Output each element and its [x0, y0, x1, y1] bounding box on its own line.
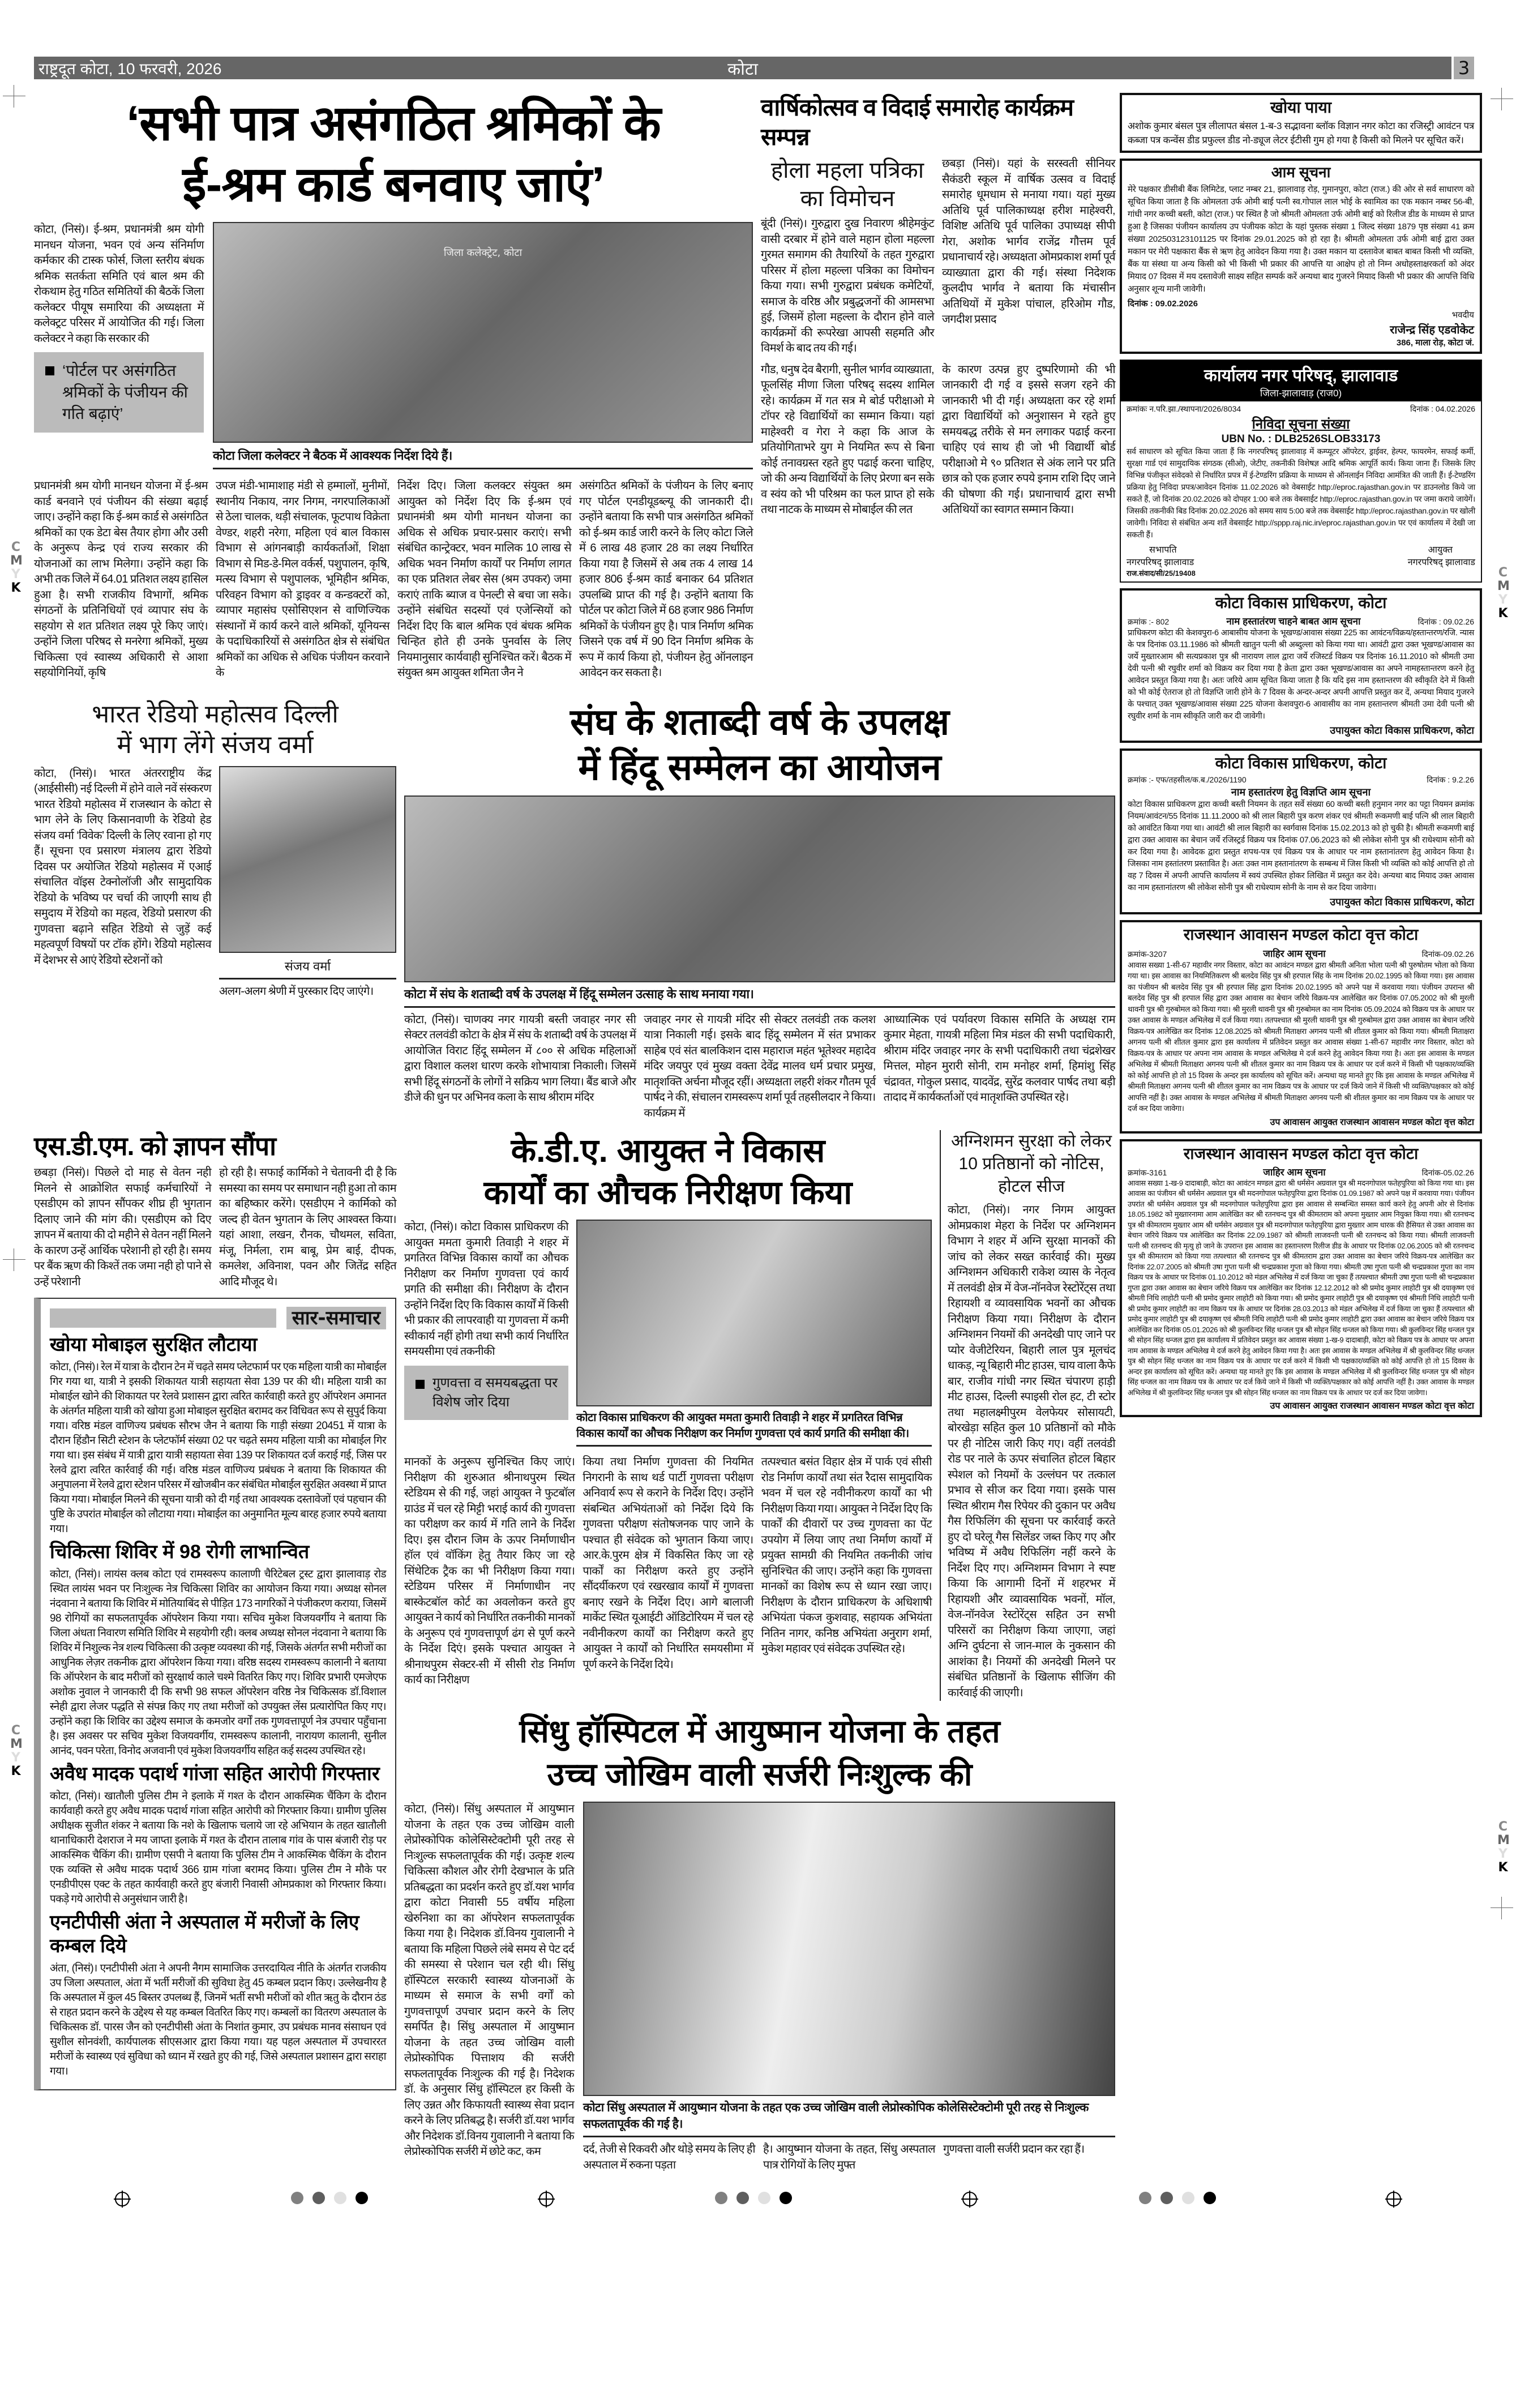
sangh-photo — [404, 795, 1115, 982]
cmyk-mark-left-bottom — [10, 1724, 22, 1778]
sindhu-col-2: है। आयुष्मान योजना के तहत, सिंधु अस्पताल पात्र रोगियों के लिए मुफ्त — [763, 2143, 935, 2171]
color-dot-group — [1139, 2192, 1225, 2206]
masthead-section: कोटा — [727, 60, 758, 79]
fire-body: कोटा, (निसं)। नगर निगम आयुक्त ओमप्रकाश मेहरा के निर्देश पर अग्निशमन विभाग ने शहर में अग्नि सुरक्षा मानकों की जांच को लेकर सख्त कार्रवाई की। मुख्य अग्निशमन अधिकारी राकेश व्यास के नेतृत्व में तलवंडी क्षेत्र में वेज-नॉनवेज रेस्टोरेंट्स तथा रिहायशी व व्यावसायिक भवनों का औचक निरीक्षण किया गया। निरीक्षण के दौरान अग्निशमन नियमों की अनदेखी पाए जाने पर प्योर वेजीटेरियन, बिहारी लाल पुत्र मूलचंद धाकड़, न्यू बिहारी मीट हाउस, चाय वाला कैफे बार, राजीव गांधी नगर स्थित चंपारण हाड़ी मीट हाउस, दिल्ली स्पाइसी रोल हट, टी स्टोर तथा महालक्ष्मीपुरम वेलफेयर सोसायटी, बोरखेड़ा सहित कुल 10 प्रतिष्ठानों को मौके पर ही नोटिस जारी किए गए। वहीं तलवंडी रोड पर नाले के ऊपर संचालित होटल बिहार स्पेशल को नियमों के उल्लंघन पर तत्काल प्रभाव से सीज कर दिया गया। इसके पास स्थित श्रीराम गैस रिपेयर की दुकान पर अवैध गैस रिफिलिंग की सूचना पर कार्रवाई करते हुए दो घरेलू गैस सिलेंडर जब्त किए गए और भविष्य में अवैध रिफिलिंग नहीं करने के निर्देश दिए गए। अग्निशमन विभाग ने स्पष्ट किया कि आगामी दिनों में शहरभर में रिहायशी और व्यावसायिक भवनों, मॉल, वेज-नॉनवेज रेस्टोरेंट्स सहित उन सभी परिसरों का निरीक्षण किया जाएगा, जहां अग्नि दुर्घटना से जान-माल के नुकसान की आशंका है। नियमों की अनदेखी मिलने पर संबंधित प्रतिष्ठानों के खिलाफ सीजिंग की कार्रवाई की जाएगी। — [948, 1204, 1115, 1699]
nagar-parishad-sig-right-title: आयुक्त — [1428, 545, 1453, 555]
kda-headline-line2: कार्यों का औचक निरीक्षण किया — [483, 1174, 853, 1211]
rhb-notice-1 — [1120, 920, 1482, 1133]
lead-story — [34, 93, 753, 681]
fire-headline: अग्निशमन सुरक्षा को लेकर 10 प्रतिष्ठानों को नोटिस, होटल सीज — [950, 1132, 1112, 1196]
nagar-parishad-body: सर्व साधारण को सूचित किया जाता हैं कि नगरपरिषद् झालावाड़ में कम्प्यूटर ऑपरेटर, ड्राईवर, हेल्पर, फायरमेन, सफाई कर्मी, सुरक्षा गार्ड एवं सामुदायिक संगठक (सीओ), जेटीए, तकनीकी विशेषज्ञ आदि श्रमिक आपूर्ति कार्य। किया जाना हैं। जिसके लिए विभिन्न पंजीकृत संवेदको से निर्धारित प्रपत्र में ई-टेण्डरिंग प्रक्रिया के माध्यम से ऑनलाईन निविदा आमंत्रित की जाती हैं। ई-टेण्डरिंग प्रक्रिया हेतु निविदा प्रपत्र/आवेदन दिनांक 11.02.2026 को वेबसाईट http://eproc.rajasthan.gov.in पर डाउनलोड किये जा सकते हैं, जो दिनांक 20.02.2026 को दोपहर 1:00 बजे तक वेबसाईट http://eproc.rajasthan.gov.in पर जमा कराये जायेगें। जिसकी तकनीकी बिड दिनांक 20.02.2026 को समय साय 5:00 बजे तक वेबसाईट http://eproc.rajasthan.gov.in पर खोली जावेगी। निविदा से संबंधित अन्य शर्ते वेबसाईट http://sppp.raj.nic.in/eproc.rajasthan.gov.in पर एवं कार्यालय में देखी जा सकती हैं। — [1127, 447, 1475, 540]
cmyk-y: Y — [1498, 1847, 1508, 1861]
kda-headline — [404, 1130, 932, 1214]
radio-headline-line2: में भाग लेंगे संजय वर्मा — [117, 730, 314, 759]
bullet-square-icon — [416, 1380, 425, 1389]
top-right-stories — [761, 93, 1115, 691]
sindhu-story — [404, 1710, 1115, 2173]
kda-notice-2-title: कोटा विकास प्राधिकरण, कोटा — [1215, 754, 1387, 772]
aam-suchna-closing: भवदीय — [1451, 310, 1474, 320]
varshik-col-3: के कारण उत्पन्न हुए दुष्परिणामो की भी जानकारी दी गई व इससे सजग रहने की जानकारी भी दी गई। अध्यक्षता कर रहे शर्मा द्वारा विद्यार्थियों को अनुशासन मे रहते हुए समयबद्ध तरीके से मन लगाकर पढाई करना चाहिए एवं साथ ही जो भी विद्यार्थी बोर्ड परीक्षाओ मे ९० प्रतिशत से अंक लाने पर प्रति छात्र को एक हजार रुपये इनाम राशि दिए जाने की घोषणा की गई। प्रधानाचार्य द्वारा सभी अतिथियों का स्वागत सम्मान किया। — [942, 363, 1115, 516]
lead-col-4: असंगठित श्रमिकों के पंजीयन के लिए बनाए गए पोर्टल एनडीयूडब्ल्यू की जानकारी दी। उन्होंने बताया कि सभी पात्र असंगठित श्रमिकों को ई-श्रम कार्ड जारी करने के लिए कोटा जिले में 6 लाख 48 हजार 28 का लक्ष्य निर्धारित किया गया है जिसमें से अब तक 4 लाख 14 हजार 806 ई-श्रम कार्ड बनाकर 64 प्रतिशत उपलब्धि प्राप्त की गई है। उन्होंने बताया कि पोर्टल पर कोटा जिले में 68 हजार 986 निर्माण श्रमिकों के पंजीयन हुए है। पात्र निर्माण श्रमिक जिसने एक वर्ष में 90 दिन निर्माण श्रमिक के रूप में कार्य किया हो, पंजीयन हेतु ऑनलाइन आवेदन कर सकता है। — [579, 480, 753, 679]
rhb-notice-2-date: दिनांक-05.02.26 — [1421, 1167, 1474, 1177]
rhb-notice-2-signatory: उप आवासन आयुक्त राजस्थान आवासन मण्डल कोटा वृत्त कोटा — [1270, 1401, 1474, 1412]
sindhu-headline — [404, 1710, 1115, 1796]
color-dot-group — [715, 2192, 801, 2206]
sindhu-caption-rule — [583, 2136, 1115, 2137]
kda-notice-2-ref: क्रमांक :- एफ/तहसील/क.ब./2026/1190 — [1128, 775, 1247, 785]
lead-headline-line1: ‘सभी पात्र असंगठित श्रमिकों के — [126, 96, 661, 151]
nagar-parishad-ubn: UBN No. : DLB2526SLOB33173 — [1221, 433, 1381, 446]
cmyk-k: K — [11, 581, 21, 595]
middle-left — [34, 699, 396, 1122]
rhb-notice-2-ref: क्रमांक-3161 — [1128, 1167, 1167, 1177]
color-registration-dot — [1139, 2192, 1151, 2204]
rhb-notice-1-date: दिनांक-09.02.26 — [1421, 949, 1474, 959]
kda-notice-1-date: दिनांक : 09.02.26 — [1417, 617, 1474, 627]
color-registration-dot — [715, 2192, 727, 2204]
saar-item-1-body: कोटा, (निसं)। रेल में यात्रा के दौरान टेन में चढ़ते समय प्लेटफार्म पर एक महिला यात्री का मोबाईल गिर गया था, यात्री ने इसकी शिकायत यात्री सहायता सेवा 139 पर की थी। महिला यात्री का मोबाईल खोने की शिकायत पर रेलवे प्रशासन द्वारा त्वरित कार्रवाही करते हुए ऑपरेशन अमानत के अंतर्गत महिला यात्री को खोया हुआ मोबाइल सुरक्षित बरामद कर विधिवत रूप से सुपुर्द किया गया। वरिष्ठ मंडल वाणिज्य प्रबंधक सौरभ जैन ने बताया कि गाड़ी संख्या 20451 में यात्रा के दौरान हिंडौन सिटी स्टेशन के प्लेटफॉर्म संख्या 02 पर चढ़ते समय महिला यात्री का मोबाईल गिर गया था। इस संबंध में यात्री द्वारा यात्री सहायता सेवा 139 पर शिकायत दर्ज कराई गई, जिस पर रेलवे द्वारा त्वरित कार्रवाई की गई। वरिष्ठ मंडल वाणिज्य प्रबंधक ने बताया कि शिकायत की अनुपालना में रेलवे द्वारा स्टेशन परिसर में खोजबीन कर संबंधित मोबाईल सुरक्षित अवस्था में प्राप्त किया गया। मोबाईल मिलने की सूचना यात्री को दी गई तथा आवश्यक दस्तावेजों एवं पहचान की पुष्टि के उपरांत मोबाईल को लौटाया गया। मोबाईल का अनुमानित मूल्य बारह हजार रुपये बताया गया। — [50, 1361, 386, 1535]
kda-notice-2-body: कोटा विकास प्राधिकरण द्वारा कच्ची बस्ती नियमन के तहत सर्वे संख्या 60 कच्ची बस्ती हनुमान नगर का पट्टा नियमन क्रमांक नियम/आवंटन/55 दिनांक 11.11.2000 को श्री लाल बिहारी पुत्र करण शंकर एवं श्रीमती रूकमणी बाई पत्नि श्री लाल बिहारी को आवंटित किया गया था। आवंटी श्री लाल बिहारी का स्वर्गवास दिनांक 15.02.2013 को हो चुकी है। श्रीमती रूकमणी बाई द्वारा उक्त आवास का बेचान जर्ये रजिस्ट्रर्ड विक्रय पत्र दिनांक 07.06.2023 को श्री लोकेश सोनी पुत्र श्री राधेश्याम सोनी को कर दिया गया है। आवेदक द्वारा प्रस्तुत शपथ-पत्र एवं विक्रय पत्र के आधार पर नाम हस्तानांतरण हेतु आवेदन किया है। जिसका नाम हस्तांतरण प्रस्तावित है। अतः उक्त नाम हस्तानांतरण के सम्बन्ध में जिस किसी भी व्यक्ति को कोई आपत्ति हो तो वह 7 दिवस में अपनी आपत्ति कार्यालय में स्वयं उपस्थित होकर लिखित में प्रस्तुत कर देवे। अन्यथा बाद मियाद उक्त आवास का नाम हस्तानांतरण श्री लोकेश सोनी पुत्र श्री राधेश्याम सोनी के नाम से कर दिया जावेगा। — [1128, 800, 1474, 893]
kda-notice-1-body: प्राधिकरण कोटा की केशवपुरा-6 आबासीय योजना के भूखण्ड/आवास संख्या 225 का आवंटन/विक्रय/हस्तान्तरण/रजि. न्यास के पत्र दिनांक 03.11.1986 को श्रीमती खातुन पत्नी श्री अब्दुल्ला को किया गया था। आवंटी द्वारा उक्त भूखण्ड/आवास का जर्ये मुख्तारआम श्री सत्यप्रकाश पुत्र श्री नारायण लाल द्वारा जर्ये रजिस्टर्ड विक्रय पत्र दिनांक 16.11.2010 को श्रीमती उमा देवी पत्नी श्री रघुवीर शर्मा को विक्रय कर दिया गया है क्रेता द्वारा उक्त भूखण्ड/आवास का अपने नामहस्तान्तरण करने हेतु आवेदन प्रस्तुत किया गया है। अतः जरिये आम सूचित किया जाता है कि यदि इस नाम हस्तान्तरण की स्वीकृति देने में किसी को भी कोई ऐतराज हो तो विज्ञप्ति जारी होने के 7 दिवस के अन्दर-अन्दर अपनी आपत्ति प्रस्तुत कर दें, अन्यथा मियाद गुजरने के पश्चात् उक्त भूखण्ड/आवास संख्या 225 योजना केशवपुरा-6 आवासीय का नाम हस्तान्तरण श्रीमती उमा देवी पत्नी श्री रघुवीर शर्मा के नाम स्वीकृति जारी कर दी जावेगी। — [1128, 628, 1474, 721]
lower-band — [34, 1130, 1115, 2173]
kda-col-3: तत्पश्चात बसंत विहार क्षेत्र में पार्क एवं सीसी रोड निर्माण कार्यों तथा संत रैदास सामुदायिक भवन में चल रहे नवीनीकरण कार्यों का भी निरीक्षण किया गया। आयुक्त ने निर्देश दिए कि पार्कों की दीवारों पर उच्च गुणवत्ता का पेंट उपयोग में लिया जाए तथा निर्माण कार्यों में प्रयुक्त सामग्री की नियमित तकनीकी जांच सुनिश्चित की जाए। उन्होंने कहा कि गुणवत्ता मानकों का विशेष रूप से ध्यान रखा जाए। निरीक्षण के दौरान प्राधिकरण के अधिशाषी अभियंता पंकज कुशवाह, सहायक अभियंता नितिन नागर, कनिष्ठ अभियंता अनुराग शर्मा, मुकेश महावर एवं संवेदक उपस्थित रहे। — [761, 1456, 932, 1655]
radio-photo — [219, 766, 396, 953]
khoya-paya-body: अशोक कुमार बंसल पुत्र लीलापत बंसल 1-ब-3 सद्भावना ब्लॉक विज्ञान नगर कोटा का रजिस्ट्री आवंटन पत्र कब्जा पत्र कन्वेंस डीड प्रफुल्ल डीड नो-ड्यूज लेटर ईटीसी गुम हो गया है किसी को मिलने पर सूचित करें। — [1128, 121, 1474, 146]
saar-samachar-box — [34, 1298, 396, 2090]
kda-notice-1-title: कोटा विकास प्राधिकरण, कोटा — [1215, 594, 1387, 612]
kda-notice-2-signatory: उपायुक्त कोटा विकास प्राधिकरण, कोटा — [1330, 896, 1474, 908]
cmyk-m: M — [10, 554, 23, 568]
registration-target-icon — [962, 2192, 977, 2206]
saar-item-1-title: खोया मोबाइल सुरक्षित लौटाया — [50, 1334, 258, 1355]
masthead-bar — [34, 57, 1451, 79]
sindhu-body: कोटा, (निसं)। सिंधु अस्पताल में आयुष्मान योजना के तहत एक उच्च जोखिम वाली लेप्रोस्कोपिक कोलेसिस्टेक्टोमी पूरी तरह से निःशुल्क सफलतापूर्वक की गई। उत्कृष्ट शल्य चिकित्सा कौशल और रोगी देखभाल के प्रति प्रतिबद्धता का प्रदर्शन करते हुए डॉ.यश भार्गव द्वारा कोटा निवासी 55 वर्षीय महिला खेरुनिशा का का ऑपरेशन सफलतापूर्वक किया गया है। निदेशक डॉ.विनय गुवालानी ने बताया कि महिला पिछले लंबे समय से पेट दर्द की समस्या से परेशान चल रही थी। सिंधु हॉस्पिटल सरकारी स्वास्थ्य योजनाओं के माध्यम से समाज के सभी वर्गों को गुणवत्तापूर्ण उपचार प्रदान करने के लिए समर्पित है। सिंधु अस्पताल में आयुष्मान योजना के तहत उच्च जोखिम वाली लेप्रोस्कोपिक पित्ताशय की सर्जरी सफलतापूर्वक निःशुल्क की गई है। निदेशक डॉ. के अनुसार सिंधु हॉस्पिटल हर किसी के लिए उन्नत और किफायती स्वास्थ्य सेवा प्रदान करने के लिए प्रतिबद्ध है। सर्जरी डॉ.यश भार्गव और निदेशक डॉ.विनय गुवालानी ने बताया कि लेप्रोस्कोपिक सर्जरी में छोटे कट, कम — [404, 1803, 574, 2158]
rhb-notice-1-title: राजस्थान आवासन मण्डल कोटा वृत्त कोटा — [1183, 926, 1419, 944]
cmyk-y: Y — [11, 1751, 20, 1765]
sdm-col-1: छबड़ा (निसं)। पिछले दो माह से वेतन नही मिलने से आक्रोशित सफाई कर्मचारियों ने एसडीएम को ज्ञापन सौंपकर शीघ्र ही भुगतान दिलाए जाने की मांग की। एसडीएम को दिए ज्ञापन में बताया की दो महीने से वेतन नहीं मिलने के कारण उन्हें आर्थिक परेशानी हो रही है। समय पर बैंक ऋण की किश्तें तक जमा नही हो पाने से उन्हें परेशानी — [34, 1166, 211, 1288]
cmyk-mark-right-top — [1497, 566, 1509, 621]
nagar-parishad-title: कार्यालय नगर परिषद्, झालावाड — [1204, 366, 1398, 386]
color-registration-dot — [291, 2192, 303, 2204]
sindhu-caption: कोटा सिंधु अस्पताल में आयुष्मान योजना के तहत एक उच्च जोखिम वाली लेप्रोस्कोपिक कोलेसिस्टेक्टोमी पूरी तरह से निःशुल्क सफलतापूर्वक की गई है। — [583, 2101, 1089, 2131]
rhb-notice-2-title: राजस्थान आवासन मण्डल कोटा वृत्त कोटा — [1183, 1144, 1419, 1162]
nagar-parishad-sig-right-org: नगरपरिषद् झालावाड — [1407, 558, 1475, 568]
saar-item-4-body: अंता, (निसं)। एनटीपीसी अंता ने अपनी नैगम सामाजिक उत्तरदायित्व नीति के अंतर्गत राजकीय उप जिला अस्पताल, अंता में भर्ती मरीजों की सुविधा हेतु 45 कम्बल प्रदान किए। उल्लेखनीय है कि अस्पताल में कुल 45 बिस्तर उपलब्ध हैं, जिनमें भर्ती सभी मरीजों को शीत ऋतु के दौरान ठंड से राहत प्रदान करने के उद्देश्य से यह कम्बल वितरित किए गए। कम्बलों का वितरण अस्पताल के चिकित्सक डॉ. पारस जैन को एनटीपीसी अंता के निशांत कुमार, उप प्रबंधक मानव संसाधन एवं सुशील सोनवंशी, कार्यपालक सीएसआर द्वारा किया गया। यह पहल अस्पताल में उपचाररत मरीजों के स्वास्थ्य एवं सुविधा को ध्यान में रखते हुए की गई, जिसे अस्पताल प्रशासन द्वारा सराहा गया। — [50, 1962, 386, 2077]
nagar-parishad-footer: राज.संवाद/सी/25/19408 — [1127, 569, 1196, 578]
rhb-notice-1-subtitle: जाहिर आम सूचना — [1263, 948, 1326, 959]
cmyk-y: Y — [11, 567, 20, 581]
color-registration-dot — [758, 2192, 770, 2204]
varshik-col-2: गौड, धनुष देव बैरागी, सुनील भार्गव व्याख्याता, फूलसिंह मीणा जिला परिषद् सदस्य शामिल रहे। कार्यक्रम में गत सत्र मे बोर्ड परीक्षाओ मे टॉपर रहे विद्यार्थियों का सम्मान किया। यहां माहेश्वरी व गेरा ने कहा कि आज के प्रतियोगिताभरे युग मे नियमित रूप से बिना कोई तनावग्रस्त रहते हुए पढाई करना चाहिए, जो की अन्य विद्यार्थियों के लिए प्रेरणा बन सके व स्वंय को भी परिश्रम का फल प्राप्त हो सके तथा नाटक के माध्यम से मोबाईल की लत — [761, 363, 934, 516]
radio-body-tail: अलग-अलग श्रेणी में पुरस्कार दिए जाएंगे। — [219, 985, 374, 998]
cmyk-k: K — [1498, 1860, 1508, 1875]
kda-notice-2-date: दिनांक : 9.2.26 — [1427, 775, 1474, 785]
cmyk-k: K — [11, 1764, 21, 1778]
kda-notice-2 — [1120, 749, 1482, 914]
varshik-headline: वार्षिकोत्सव व विदाई समारोह कार्यक्रम सम्पन्न — [761, 94, 1073, 150]
lead-caption-rule — [213, 468, 753, 469]
nagar-parishad-ad — [1120, 360, 1482, 583]
saar-item-3-title: अवैध मादक पदार्थ गांजा सहित आरोपी गिरफ्तार — [50, 1763, 380, 1785]
color-registration-dot — [736, 2192, 749, 2204]
sangh-caption: कोटा में संघ के शताब्दी वर्ष के उपलक्ष में हिंदू सम्मेलन उत्साह के साथ मनाया गया। — [404, 986, 754, 1001]
kda-story — [404, 1130, 932, 1701]
color-registration-dot — [1160, 2192, 1173, 2204]
radio-caption-rule — [219, 978, 396, 980]
aam-suchna-title: आम सूचना — [1271, 164, 1331, 181]
radio-body: कोटा, (निसं)। भारत अंतरराष्ट्रीय केंद्र (आईसीसी) नई दिल्ली में होने वाले नवें संस्करण भारत रेडियो महोत्सव में राजस्थान के कोटा से भाग लेने के लिए किसानवाणी के रेडियो हेड संजय वर्मा ‘विवेक’ दिल्ली के लिए रवाना हो गए हैं। सूचना एव प्रसारण मंत्रालय द्वारा रेडियो दिवस पर अयोजित रेडियो महोत्सव में एआई संचालित वॉइस टेक्नोलॉजी और सामुदायिक रेडियो के भविष्य पर चर्चा की जाएगी साथ ही समुदाय में रेडियो का महत्व, रेडियो प्रसारण की गुणवत्ता बढ़ाने सहित रेडियो से जुड़ें कई महत्वपूर्ण विषयों पर टॉक होंगे। रेडियो महोत्सव में देशभर से आएं रेडियो स्टेशनों को — [34, 767, 211, 966]
kda-notice-1-signatory: उपायुक्त कोटा विकास प्राधिकरण, कोटा — [1330, 725, 1474, 737]
nagar-parishad-sig-left-title: सभापति — [1149, 545, 1177, 555]
left-area — [34, 93, 1115, 2173]
cmyk-c: C — [1498, 566, 1508, 580]
aam-suchna-signatory: राजेन्द्र सिंह एडवोकेट — [1390, 324, 1474, 337]
saar-item-3-body: कोटा, (निसं)। खातौली पुलिस टीम ने इलाके में गश्त के दौरान आकस्मिक चैंकिग के दौरान कार्यवाही करते हुए अवैध मादक पदार्थ गांजा सहित आरोपी को गिरफ्तार किया। ग्रामीण पुलिस अधीक्षक सुजीत शंकर ने बताया कि नशे के खिलाफ चलाये जा रहे अभियान के तहत खातौली थानाधिकारी देशराज ने मय जाप्ता इलाके में गश्त के दौरान तालाब गांव के पास बंजारी रोड़ पर आकस्मिक चैकिंग की। ग्रामीण एसपी ने बताया कि पुलिस टीम ने आकस्मिक चैकिंग के दौरान एक व्यक्ति से अवैध मादक पदार्थ 366 ग्राम गांजा बरामद किया। पुलिस टीम ने मौके पर एनडीपीएस एक्ट के तहत कार्यवाही करते हुए बंजारी निवासी ओमप्रकाश को गिरफ्तार किया। पकड़े गये आरोपी से अनुसंधान जारी है। — [50, 1790, 386, 1905]
footer-print-marks — [34, 2188, 1482, 2210]
cmyk-m: M — [10, 1737, 23, 1751]
aam-suchna-date: दिनांक : 09.02.2026 — [1128, 299, 1198, 309]
cmyk-m: M — [1497, 1833, 1510, 1847]
sindhu-photo — [583, 1802, 1115, 2096]
saar-label: सार-समाचार — [286, 1307, 386, 1329]
color-registration-dot — [312, 2192, 325, 2204]
page-grid — [34, 93, 1482, 2173]
lead-headline — [34, 93, 753, 215]
radio-headline-line1: भारत रेडियो महोत्सव दिल्ली — [92, 700, 339, 728]
cmyk-m: M — [1497, 579, 1510, 593]
sangh-headline-line2: में हिंदू सम्मेलन का आयोजन — [578, 746, 941, 788]
color-dot-group — [291, 2192, 377, 2206]
nagar-parishad-sig-left-org: नगरपरिषद् झालावाड — [1127, 558, 1194, 568]
color-registration-dot — [780, 2192, 792, 2204]
cmyk-mark-left-top — [10, 541, 22, 595]
sindhu-col-3: गुणवत्ता वाली सर्जरी प्रदान कर रहा हैं। — [943, 2143, 1085, 2155]
sangh-col-3: आध्यात्मिक एवं पर्यावरण विकास समिति के अध्यक्ष राम कुमार मेहता, गायत्री महिला मित्र मंडल की सभी पदाधिकारी, श्रीराम मंदिर जवाहर नगर के सभी पदाधिकारी तथा चंद्रशेखर मित्तल, मोहन मुरारी सोनी, राम मनोहर शर्मा, हिमांशु सिंह चंद्रावत, गोकुल प्रसाद, यादवेंद्र, सुरेंद्र कलवार पार्षद तथा बड़ी तादाद में कार्यकर्ताओं एवं मातृशक्ति उपस्थित रहे। — [883, 1013, 1115, 1104]
kda-notice-2-subtitle: नाम हस्तातंरण हेतु विज्ञप्ति आम सूचना — [1231, 786, 1371, 798]
kda-callout-text: गुणवत्ता व समयबद्धता पर विशेष जोर दिया — [432, 1375, 558, 1410]
page-number: 3 — [1454, 57, 1474, 79]
rhb-notice-1-ref: क्रमांक-3207 — [1128, 949, 1167, 959]
nagar-parishad-ref: क्रमांकः न.परि.झा./स्थापना/2026/8034 — [1127, 404, 1241, 414]
khoya-paya-ad — [1120, 93, 1482, 153]
hola-body: बूंदी (निसं)। गुरुद्वारा दुख निवारण श्रीहेमकुंट वासी दरबार में होने वाले महान होला महल्ला गुरमत समागम की तैयारियों के तहत गुरुद्वारा परिसर में होला महल्ला पत्रिका का विमोचन किया गया। सभी गुरुद्वारा प्रबंधक कमेटियों, समाज के वरिष्ठ और प्रबुद्धजनों की आमसभा हुई, जिसमें होला महल्ला के दौरान होने वाले कार्यक्रमों की रूपरेखा आपसी सहमति और विमर्श के बाद तय की गई। — [761, 217, 934, 354]
crop-mark-icon — [3, 1248, 25, 1271]
rhb-notice-2-body: आवास सख्या 1-ख-9 दादाबाड़ी, कोटा का आवंटन मण्डल द्वारा श्री धर्मसेन अग्रवाल पुत्र श्री मदनगोपाल फतेहपुरिया को किया गया था। इस आवास का पंजीयन श्री धर्मसेन अग्रवाल पुत्र श्री मदनगोपाल फतेहपुरिया द्वारा दिनांक 01.09.1987 को अपने पक्ष में करवाया गया। पंजीयन उपरांत श्री धर्मसेन अग्रवाल पुत्र श्री मदनगोपाल फतेहपुरिया द्वारा इस आवास से सम्बन्धित समस्त कार्य करने हेतु अपनी ओर से दिनांक 18.05.1982 को मुख्तारनामा आम आलेखित कर श्री रतनचन्द पुत्र श्री कीमतराम को अपना मुख्तार आम नियुक्त किया गया। श्री रतनचन्द पुत्र श्री कीमतराम मुख्तार आम श्री धर्मसेन अग्रवाल पुत्र श्री मदनगोपाल फतेहपुरिया द्वारा मुख्तार आम धारक की हैसियत से उक्त आवास का बेचान जरिये विक्रय पत्र आलेखित कर दिनांक 22.09.1987 को श्रीमती लाजवन्ती पत्नी श्री रतनचन्द को किया गया। श्रीमती लाजवन्ती पत्नी श्री रतनचन्द की मृत्यु हो जाने के उपरान्त इस आवास का हस्तान्तरण रिलीज डीड के आधार पर दिनांक 02.06.2005 को श्री रतनचन्द पुत्र श्री कीमतराम को किया गया तत्पश्चात श्री रतनचन्द पुत्र श्री कीमतराम द्वारा उक्त आवास का बेचान जरिये विक्रय-पत्र आलेखित कर दिनांक 22.07.2005 को श्रीमती उषा गुप्ता पत्नी श्री चन्द्रप्रकाश गुप्ता को किया गया। श्रीमती उषा गुप्ता पत्नी श्री चन्द्रप्रकाश गुप्ता का नाम विक्रय पत्र के आधार पर दिनांक 01.10.2012 को मंडल अभिलेख में दर्ज किया जा चुका हैं तत्पश्चात श्रीमती उषा गुप्ता पत्नी श्री चन्द्रप्रकाश गुप्ता द्वारा उक्त आवास का बेचान जरिये विक्रय पत्र आलेखित कर दिनांक 12.12.2012 को श्री प्रमोद कुमार लाहोटी पुत्र श्री दयाकृष्ण एवं श्रीमती निधि लाहोटी पत्नी श्री प्रमोद कुमार लाहोटी को किया गया। श्री प्रमोद कुमार लाहोटी पुत्र श्री दयाकृष्ण एवं श्रीमती निधि लाहोटी पत्नी श्री प्रमोद कुमार लाहोटी का नाम विक्रय पत्र के आधार पर दिनांक 28.03.2013 को मंडल अभिलेख में दर्ज किया जा चुका हैं तत्पश्चात श्री प्रमोद कुमार लाहोटी पुत्र श्री दयाकृष्ण एवं श्रीमती निधि लाहोटी पत्नी श्री प्रमोद कुमार लाहोटी द्वारा उक्त आवास का बेचान जरिये विक्रय पत्र आलेखित कर दिनांक 05.01.2026 को श्री कुलविन्दर सिंह धन्जल पुत्र श्री सोहन सिंह धन्जल को किया गया। श्री कुलविन्दर सिंह धन्जल पुत्र श्री सोहन सिंह धन्जल द्वारा इस कार्यालय में प्रतिवेदन प्रस्तुत कर आवास संख्या 1-ख-9 दादाबाड़ी, कोटा को विक्रय पत्र के आधार पर अपना नाम आवास के मण्डल अभिलेख मे दर्ज करने हेतु आवेदन किया गया है। अतः इस आवास के मण्डल अभिलेख में श्री कुलविन्दर सिंह धन्जल पुत्र श्री सोहन सिंह धन्जल का नाम विक्रय पत्र के आधार पर दर्ज करने में किसी भी पक्षकार/व्यक्ति को कोई आपत्ति हो तो 15 दिवस के अन्दर इस कार्यालय को सूचित करें। अन्यथा यह मानते हुए कि इस आवास के मण्डल अभिलेख में श्री कुलविन्दर सिंह धन्जल पुत्र श्री सोहन सिंह धन्जल का नाम विक्रय पत्र के आधार पर दर्ज किये जाने में किसी भी व्यक्ति/पक्षकार को कोई आपत्ति नहीं है। उक्त आवास के मण्डल अभिलेख में श्री कुलविन्दर सिंह धन्जल पुत्र श्री सोहन सिंह धन्जल का नाम विक्रय पत्र के आधार पर दर्ज कर दिया जावेगा। — [1128, 1178, 1474, 1397]
aam-suchna-address: 386, माला रोड़, कोटा जं. — [1396, 338, 1474, 348]
kda-intro: कोटा, (निसं)। कोटा विकास प्राधिकरण की आयुक्त ममता कुमारी तिवाड़ी ने शहर में प्रगतिरत विभिन्न विकास कार्यों का औचक निरीक्षण कर निर्माण गुणवत्ता एवं कार्य प्रगति की समीक्षा की। निरीक्षण के दौरान उन्होंने निर्देश दिए कि विकास कार्यों में किसी भी प्रकार की लापरवाही या गुणवत्ता में कमी स्वीकार्य नहीं होगी तथा सभी कार्य निर्धारित समयसीमा एवं तकनीकी — [404, 1221, 568, 1358]
sangh-col-1: कोटा, (निसं)। चाणक्य नगर गायत्री बस्ती जवाहर नगर सी सेक्टर तलवंडी कोटा के क्षेत्र में संघ के शताब्दी वर्ष के उपलक्ष में आयोजित विराट हिंदू सम्मेलन में ८०० से अधिक महिलाओं द्वारा विशाल कलश धारण करके शोभायात्रा निकाली। जिसमें सभी हिंदू संगठनों के लोगों ने सक्रिय भाग लिया। बैंड बाजे और डीजे की धुन पर अभिनव कला के साथ श्रीराम मंदिर — [404, 1013, 636, 1104]
sangh-headline-line1: संघ के शताब्दी वर्ष के उपलक्ष — [569, 701, 950, 742]
cmyk-c: C — [1498, 1820, 1508, 1834]
nagar-parishad-notice-title: निविदा सूचना संख्या — [1252, 417, 1350, 433]
lead-headline-line2: ई-श्रम कार्ड बनवाए जाएं’ — [182, 157, 605, 212]
saar-bar — [50, 1308, 276, 1328]
registration-target-icon — [539, 2192, 554, 2206]
lower-right — [404, 1130, 1115, 2173]
cmyk-y: Y — [1498, 593, 1508, 607]
sindhu-headline-line2: उच्च जोखिम वाली सर्जरी निःशुल्क की — [547, 1756, 973, 1792]
bullet-square-icon — [45, 366, 54, 375]
sangh-headline — [404, 699, 1115, 790]
lead-callout-text: ‘पोर्टल पर असंगठित श्रमिकों के पंजीयन की गति बढ़ाएं’ — [62, 362, 188, 422]
sangh-caption-rule — [404, 1006, 1115, 1008]
nagar-parishad-subtitle: जिला-झालावाड़ (राज0) — [1260, 388, 1342, 399]
sindhu-headline-line1: सिंधु हॉस्पिटल में आयुष्मान योजना के तहत — [519, 1713, 1000, 1749]
kda-col-2: किया तथा निर्माण गुणवत्ता की नियमित निगरानी के साथ थर्ड पार्टी गुणवत्ता परीक्षण अनिवार्य रूप से कराने के निर्देश दिए। उन्होंने संबन्धित अभियंताओं को निर्देश दिये कि गुणवत्ता परीक्षण संतोषजनक पाए जाने के पश्चात ही संवेदक को भुगतान किया जाए। आर.के.पुरम क्षेत्र में विकसित किए जा रहे पार्कों का निरीक्षण करते हुए उन्होंने सौंदर्यीकरण एवं रखरखाव कार्यों में गुणवत्ता बनाए रखने के निर्देश दिए। आगे बालाजी मार्केट स्थित यूआईटी ऑडिटोरियम में चल रहे नवीनीकरण कार्यों का निरीक्षण करते हुए आयुक्त ने कार्यों को निर्धारित समयसीमा में पूर्ण करने के निर्देश दिये। — [583, 1456, 753, 1671]
radio-headline — [34, 699, 396, 760]
kda-notice-1-subtitle: नाम हस्तातंरण चाहने बाबत आम सूचना — [1226, 616, 1361, 627]
kda-col-1: मानकों के अनुरूप सुनिश्चित किए जाएं। निरीक्षण की शुरुआत श्रीनाथपुरम स्थित स्टेडियम से की गई, जहां आयुक्त ने फुटबॉल ग्राउंड में चल रहे मिट्टी भराई कार्य की गुणवत्ता का परीक्षण कर कार्य में गति लाने के निर्देश दिए। इस दौरान जिम के ऊपर निर्माणाधीन हॉल एवं वॉकिंग हेतु तैयार किए जा रहे सिंथेटिक ट्रैक का भी निरीक्षण किया गया। स्टेडियम परिसर में निर्माणाधीन नए बास्केटबॉल कोर्ट का अवलोकन करते हुए आयुक्त ने कार्य को निर्धारित तकनीकी मानकों के अनुरूप एवं गुणवत्तापूर्ण ढंग से पूर्ण करने के निर्देश दिएं। इसके पश्चात आयुक्त ने श्रीनाथपुरम सेक्टर-सी में सीसी रोड निर्माण कार्य का निरीक्षण — [404, 1456, 575, 1686]
radio-photo-caption: संजय वर्मा — [284, 959, 331, 973]
color-registration-dot — [334, 2192, 346, 2204]
aam-suchna-ad — [1120, 159, 1482, 354]
hola-headline: होला महला पत्रिका का विमोचन — [770, 158, 924, 211]
crop-mark-icon — [1491, 88, 1513, 110]
saar-item-2-title: चिकित्सा शिविर में 98 रोगी लाभान्वित — [50, 1541, 310, 1563]
saar-item-2-body: कोटा, (निसं)। लायंस क्लब कोटा एवं रामस्वरूप कालाणी चैरिटेबल ट्रस्ट द्वारा झालावाड़ रोड स्थित लायंस भवन पर निःशुल्क नेत्र चिकित्सा शिविर का आयोजन किया गया। अध्यक्ष सोनल नंदवाना ने बताया कि शिविर में मोतियाबिंद से पीड़ित 173 नागरिकों ने पंजीकरण कराया, जिसमें 98 रोगियों का सफलतापूर्वक ऑपरेशन किया गया। सचिव मुकेश विजयवर्गीय ने बताया कि जिला अंधता निवारण समिति शिविर मे सहयोगी रही। क्लब अध्यक्ष सोनल नंदवाना ने बताया कि शिविर में निशुल्क नेत्र शल्य चिकित्सा की उत्कृष्ट व्यवस्था की गई, जिसके अंतर्गत सभी मरीजों का आधुनिक लेज़र तकनीक द्वारा ऑपरेशन किया गया। वरिष्ठ सदस्य रामस्वरूप कालानी ने बताया कि ऑपरेशन के बाद मरीजों को सुरक्षार्थ काले चश्मे वितरित किए गए। शिविर प्रभारी एमजेएफ अशोक नुवाल ने जानकारी दी कि सभी 98 सफल ऑपरेशन वरिष्ठ नेत्र चिकित्सक डॉ.विशाल स्नेही द्वारा लेजर पद्धति से संपन्न किए गए तथा मरीजों को उपयुक्त लेंस प्रत्यारोपित किए गए। उन्होंने कहा कि शिविर का उद्देश्य समाज के कमजोर वर्गों तक गुणवत्तापूर्ण नेत्र उपचार पहुँचाना है। इस अवसर पर सचिव मुकेश विजयवर्गीय, रामस्वरूप कालानी, नारायण कालानी, सुनील आनंद, पवन परेता, विनोद अजवानी एवं मुकेश विजयवर्गीय सहित कई सदस्य उपस्थित रहे। — [50, 1568, 386, 1757]
fire-story — [940, 1130, 1115, 1701]
cmyk-c: C — [11, 540, 21, 554]
nagar-parishad-date: दिनांक : 04.02.2026 — [1410, 404, 1475, 414]
crop-mark-icon — [1491, 1897, 1513, 1919]
sdm-col-2: हो रही है। सफाई कार्मिको ने चेतावनी दी है कि समस्या का समय पर समाधान नही हुआ तो काम का बहिष्कार करेंगे। एसडीएम ने कार्मिको को जल्द ही वेतन भुगतान के लिए आश्वस्त किया। यहां आशा, लखन, रौनक, चौथमल, सविता, मंजू, निर्मला, राम बाबू, प्रेम बाई, दीपक, कमलेश, अविनाश, पवन और जितेंद्र सहित आदि मौजूद थे। — [219, 1166, 396, 1288]
color-registration-dot — [356, 2192, 368, 2204]
middle-band — [34, 699, 1115, 1122]
rhb-notice-2 — [1120, 1139, 1482, 1418]
rhb-notice-1-body: आवास सख्या 1-सी-67 महावीर नगर विस्तार, कोटा का आवंटन मण्डल द्वारा श्रीमती अनिता भोला पत्नी श्री पुरुषोतम भोला को किया गया था। इस आवास का नियमितिकरण श्री बलदेव सिंह पुत्र श्री हरपाल सिंह के नाम दिनांक 20.02.1995 को किया गया। इस आवास का पंजीयन श्री बलदेव सिंह पुत्र श्री हरपाल सिंह द्वारा दिनांक 20.02.1995 को अपने पक्ष में करवाया गया। पंजीयन उपरान्त श्री बलदेव सिंह पुत्र श्री हरपाल सिंह द्वारा उक्त आवास का बेचान जरिये विक्रय-पत्र आलेखित कर दिनांक 07.05.2002 को श्री मुरली थावनी पुत्र श्री गुरुबोमल को किया गया। श्री मुरली थावनी पुत्र श्री गुरुबोमल का नाम दिनांक 05.09.2024 को विक्रय पत्र के आधार पर उक्त आवास के मण्डल अभिलेख में दर्ज किया गया। ततपश्चात श्री मुरली थावनी पुत्र श्री गुरुबोमल द्वारा उक्त आवास का बेचान जरिये विक्रय-पत्र आलेखित कर दिनांक 12.08.2025 को श्रीमती मिताक्षरा अगनय पत्नी श्री शीतल कुमार को किया गया। श्रीमती मिताक्षरा अगनय पत्नी श्री शीतल कुमार द्वारा इस कार्यालय में प्रतिवेदन प्रस्तुत कर आवास संख्या 1-सी-67 महावीर नगर विस्तार, कोटा को विक्रय-पत्र के आधार पर अपना नाम आवास के मण्डल अभिलेख मे दर्ज करने हेतु आवेदन किया गया है। अतः इस आवास के मण्डल अभिलेख में श्रीमती मिताक्षरा अगनय पत्नी श्री शीतल कुमार का नाम विक्रय पत्र के आधार पर दर्ज करने में किसी भी पक्षकार/व्यक्ति को कोई आपत्ति हो तो 15 दिवस के अन्दर इस कार्यालय को सूचित करें। अन्यथा यह मानते हुए कि इस आवास के मण्डल अभिलेख में श्रीमती मिताक्षरा अगनय पत्नी श्री शीतल कुमार का नाम विक्रय पत्र के आधार पर दर्ज किये जाने में किसी भी व्यक्ति/पक्षकार को कोई आपत्ति नहीं है। उक्त आवास के मण्डल अभिलेख में श्रीमती मिताक्षरा अगनय पत्नी श्री शीतल कुमार का नाम विक्रय पत्र के आधार पर दर्ज कर दिया जावेगा। — [1128, 960, 1474, 1113]
registration-target-icon — [1386, 2192, 1401, 2206]
top-band — [34, 93, 1115, 691]
sindhu-col-1: दर्द, तेजी से रिकवरी और थोड़े समय के लिए ही अस्पताल में रुकना पड़ता — [583, 2143, 755, 2171]
sangh-col-2: जवाहर नगर से गायत्री मंदिर सी सेक्टर तलवंडी तक कलश यात्रा निकाली गई। इसके बाद हिंदू सम्मेलन में संत प्रभाकर साहेब एवं संत बालकिशन दास महाराज महंत भूतेश्वर महादेव मंदिर जयपुर एवं मुख्य वक्ता देवेंद्र मालव धर्म प्रचार प्रमुख, मातृशक्ति अर्चना मौजूद रहीं। अध्यक्षता लहरी शंकर गौतम पूर्व पार्षद ने की, संचालन रामस्वरूप शर्मा पूर्व तहसीलदार ने किया। कार्यक्रम में — [644, 1013, 876, 1119]
lower-left — [34, 1130, 396, 2173]
kda-notice-1 — [1120, 588, 1482, 743]
kda-caption-rule — [576, 1445, 932, 1447]
lead-col-1: प्रधानमंत्री श्रम योगी मानधन योजना में ई-श्रम कार्ड बनवाने एवं पंजीयन की संख्या बढ़ाई जाए। उन्होंने कहा कि ई-श्रम कार्ड से असंगठित श्रमिकों का एक डेटा बेस तैयार होगा और उसी के अनुरूप केन्द्र एवं राज्य सरकार की योजनाओं का लाभ मिलेगा। उन्होंने कहा कि अभी तक जिले में 64.01 प्रतिशत लक्ष्य हासिल हुआ है। सभी राजकीय विभागों, श्रमिक संगठनों के प्रतिनिधियों एवं व्यापार संघ के सहयोग से शत प्रतिशत लक्ष्य पूरे किए जाएं। उन्होंने जिला परिषद से मनरेगा श्रमिकों, मुख्य चिकित्सा एवं स्वास्थ्य अधिकारी से आशा सहयोगिनियों, कृषि — [34, 480, 208, 679]
crop-mark-icon — [3, 85, 25, 108]
color-registration-dot — [1204, 2192, 1216, 2204]
sdm-headline: एस.डी.एम. को ज्ञापन सौंपा — [34, 1131, 276, 1161]
rhb-notice-2-subtitle: जाहिर आम सूचना — [1263, 1166, 1326, 1178]
varshik-col-1: छबड़ा (निसं)। यहां के सरस्वती सीनियर सैकंडरी स्कूल में वार्षिक उत्सव व विदाई समारोह धूमधाम से मनाया गया। यहां मुख्य अतिथि पूर्व पालिकाध्यक्ष हरीश माहेश्वरी, विशिष्ट अतिथि पूर्व पालिका उपाध्यक्ष सीपी गेरा, अशोक भार्गव राजेंद्र गौत्तम पूर्व प्रधानाचार्य रहे। अध्यक्षता ओमप्रकाश शर्मा पूर्व व्याख्याता द्वारा की गई। संस्था निदेशक कुलदीप भार्गव ने बताया कि मंचासीन अतिथियों में मुकेश पांचाल, हरिओम गौड, जगदीश प्रसाद — [942, 157, 1115, 326]
kda-headline-line1: के.डी.ए. आयुक्त ने विकास — [511, 1132, 825, 1169]
aam-suchna-body: मेरे पक्षकार डीसीबी बैंक लिमिटेड, प्लाट नम्बर 21, झालावाड़ रोड़, गुमानपुरा, कोटा (राज.) की ओर से सर्व साधारण को सूचित किया जाता है कि ओमलता उर्फ ओमी बाई पत्नी स्व.गोपाल लाल भोई के स्वामित्व का एक मकान नम्बर 56-बी, गांधी नगर कच्ची बस्ती, कोटा (राज.) पर स्थित है जो श्रीमती ओमलता उर्फ ओमी बाई को रिलीज डीड के माध्यम से प्राप्त हुआ है जिसका पंजीयन कार्यालय उप पंजीयक कोटा के यहां पुस्तक संख्या 1 जिल्द संख्या 1879 पृष्ठ संख्या 41 क्रम संख्या 202503123101125 पर दिनांक 29.01.2025 को हो रहा है। श्रीमती ओमलता उर्फ ओमी बाई द्वारा उक्त मकान पर मेरी पक्षकारा बैंक से ऋण हेतु आवेदन किया गया है। उक्त मकान या दस्तावेज बाबत बाबत किसी भी व्यक्ति, बैंक या संस्था या अन्य किसी को भी किसी भी प्रकार की आपत्ति या आक्षेप हो तो निम्न अधोहस्ताक्षरकर्ता को अंदर मियाद 07 दिवस में मय दस्तावेजी साक्ष्य सहित सम्पर्क करें अन्यथा बाद गुजरने मियाद किसी भी प्रकार की आपत्ति विधि अनुसार शून्य मानी जावेगी। — [1128, 185, 1474, 294]
right-area — [1120, 93, 1482, 2173]
saar-item-4-title: एनटीपीसी अंता ने अस्पताल में मरीजों के लिए कम्बल दिये — [50, 1911, 359, 1957]
kda-callout — [404, 1366, 568, 1420]
lead-col-3: निर्देश दिए। जिला कलक्टर संयुक्त श्रम आयुक्त को निर्देश दिए कि ई-श्रम एवं प्रधानमंत्री श्रम योगी मानधन योजना का अधिक से अधिक प्रचार-प्रसार कराएं। सभी संबंधित कान्ट्रेक्टर, भवन मालिक 10 लाख से अधिक भवन निर्माण कार्यों पर निर्माण लागत का एक प्रतिशत लेबर सेस (श्रम उपकर) जमा कराएं ताकि ब्याज व पेनल्टी से बचा जा सके। उन्होंने संबंधित सदस्यों एवं एजेन्सियों को निर्देश दिए कि बाल श्रमिक एवं बंधक श्रमिक चिन्हित होते ही उनके पुनर्वास के लिए नियमानुसार कार्यवाही सुनिश्चित करें। बैठक में संयुक्त श्रम आयुक्त शमिता जैन ने — [397, 480, 571, 679]
rhb-notice-1-signatory: उप आवासन आयुक्त राजस्थान आवासन मण्डल कोटा वृत्त कोटा — [1270, 1117, 1474, 1127]
color-registration-dot — [1182, 2192, 1194, 2204]
lead-photo-label: जिला कलेक्ट्रेट, कोटा — [443, 247, 523, 259]
lead-intro: कोटा, (निसं)। ई-श्रम, प्रधानमंत्री श्रम योगी मानधन योजना, भवन एवं अन्य संनिर्माण कर्मकार की टास्क फोर्स, जिला स्तरीय बंधक श्रमिक सतर्कता समिति एवं बाल श्रम की रोकथाम हेतु गठित समितियों की बैठकें जिला कलेक्टर पीयूष समारिया की अध्यक्षता में कलेक्ट्रट परिसर में आयोजित की गई। जिला कलेक्टर ने कहा कि सरकार की — [34, 223, 204, 345]
cmyk-k: K — [1498, 606, 1508, 621]
cmyk-mark-right-bottom — [1497, 1820, 1509, 1875]
masthead-date: राष्ट्रदूत कोटा, 10 फरवरी, 2026 — [38, 60, 222, 78]
khoya-paya-title: खोया पाया — [1270, 99, 1332, 116]
cmyk-c: C — [11, 1723, 21, 1738]
nagar-parishad-header — [1121, 361, 1481, 401]
lead-photo — [213, 222, 753, 443]
kda-photo — [576, 1220, 932, 1406]
sangh-story — [404, 699, 1115, 1122]
lead-col-2: उपज मंडी-भामाशाह मंडी से हम्मालों, मुनीमों, स्थानीय निकाय, नगर निगम, नगरपालिकाओं से ठेला चालक, थड़ी संचालक, फूटपाथ विक्रेता वेण्डर, शहरी नरेगा, महिला एवं बाल विकास विभाग से आंगनबाड़ी कार्यकर्ताओं, शिक्षा विभाग से मिड-डे-मिल वर्कर्स, पशुपालन, कृषि, मत्स्य विभाग से पशुपालक, भूमिहीन श्रमिक, परिवहन विभाग को ड्राइवर व कन्डक्टरों को, व्यापार महासंघ एसोसिएशन से वाणिज्यिक संस्थानों में कार्य करने वाले श्रमिकों, यूनियन्स के पदाधिकारियों से असंगठित क्षेत्र से संबंधित श्रमिकों का अधिक से अधिक पंजीयन करवाने के — [216, 480, 389, 679]
lead-callout — [34, 352, 204, 433]
registration-target-icon — [115, 2192, 130, 2206]
lead-photo-caption: कोटा जिला कलेक्टर ने बैठक में आवश्यक निर्देश दिये हैं। — [213, 448, 452, 463]
kda-notice-1-ref: क्रमांक :- 802 — [1128, 617, 1170, 627]
kda-caption: कोटा विकास प्राधिकरण की आयुक्त ममता कुमारी तिवाड़ी ने शहर में प्रगतिरत विभिन्न विकास कार्यों का औचक निरीक्षण कर निर्माण गुणवत्ता एवं कार्य प्रगति की समीक्षा की। — [576, 1412, 909, 1440]
